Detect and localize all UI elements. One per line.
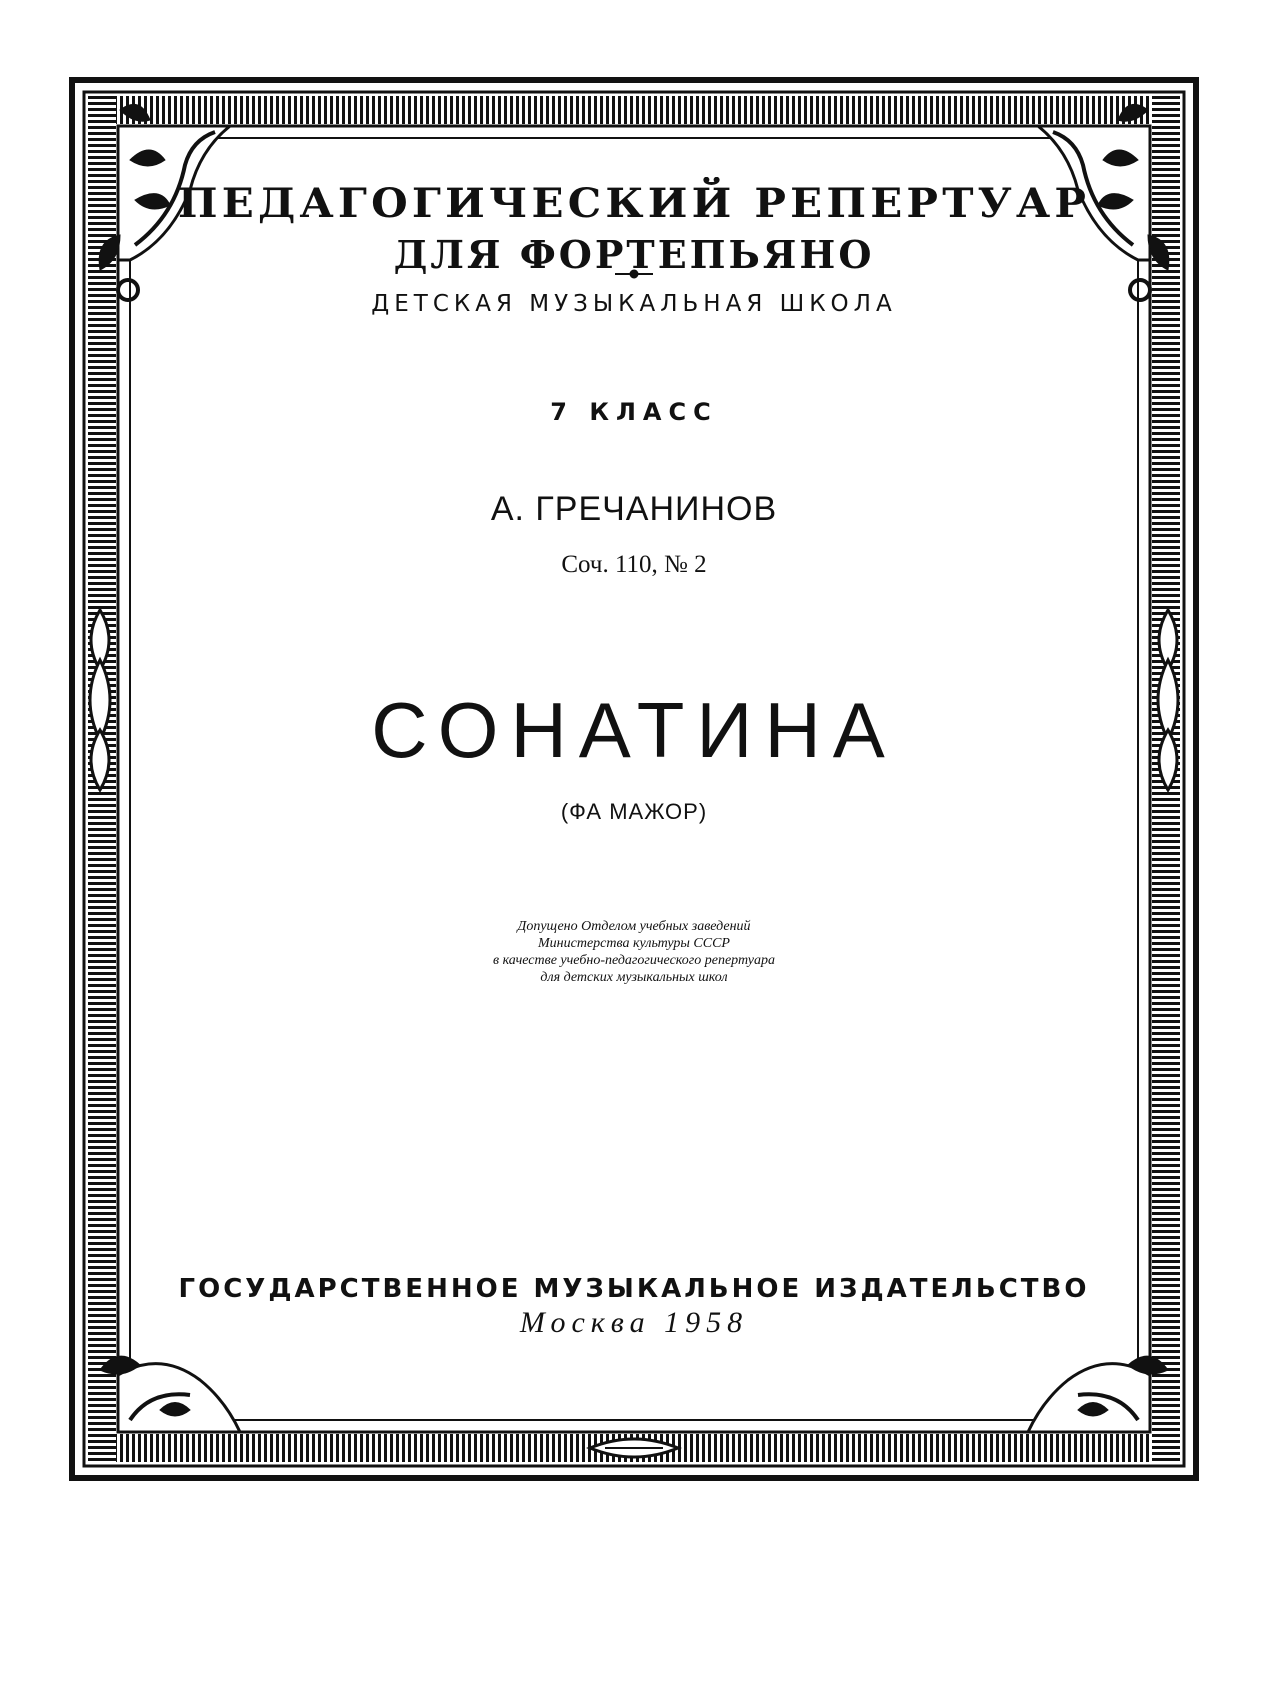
work-key: (ФА МАЖОР) (560, 799, 708, 824)
publisher-name: ГОСУДАРСТВЕННОЕ МУЗЫКАЛЬНОЕ ИЗДАТЕЛЬСТВО (178, 1274, 1090, 1304)
approval-line: в качестве учебно-педагогического репертуара (493, 953, 775, 968)
publisher-imprint: Москва 1958 (519, 1306, 749, 1339)
composer-name: А. ГРЕЧАНИНОВ (490, 490, 778, 528)
series-title: ПЕДАГОГИЧЕСКИЙ РЕПЕРТУАР (177, 180, 1091, 227)
school-line: ДЕТСКАЯ МУЗЫКАЛЬНАЯ ШКОЛА (371, 291, 897, 317)
work-title: СОНАТИНА (371, 686, 897, 774)
inner-frame (118, 126, 1150, 1432)
opus-number: Соч. 110, № 2 (561, 551, 707, 578)
approval-line: Министерства культуры СССР (538, 936, 730, 951)
series-subtitle: ДЛЯ ФОРТЕПЬЯНО (393, 232, 875, 277)
grade-label: 7 КЛАСС (550, 398, 718, 426)
approval-line: для детских музыкальных школ (540, 970, 728, 985)
approval-line: Допущено Отделом учебных заведений (517, 919, 751, 934)
